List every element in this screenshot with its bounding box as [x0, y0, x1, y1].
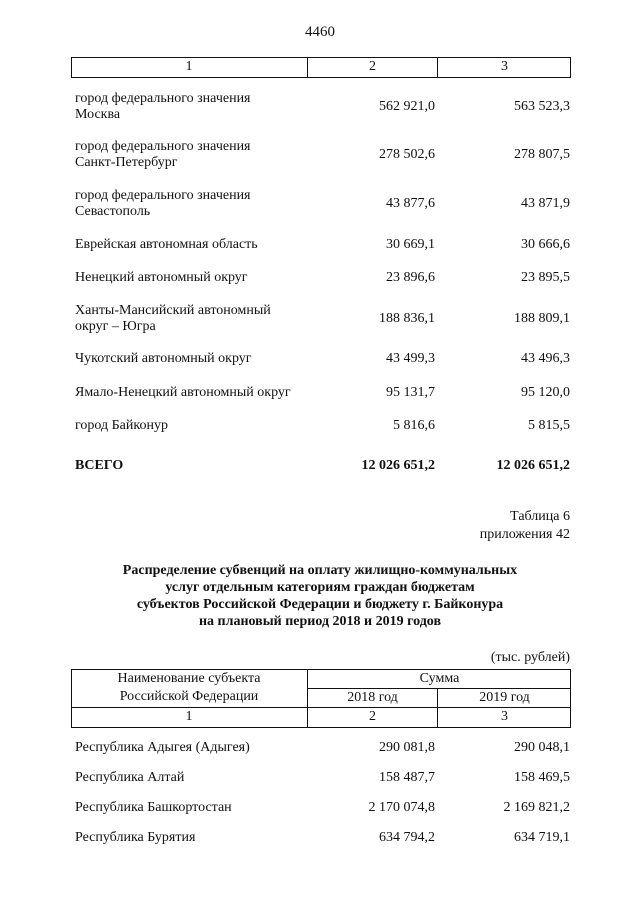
table-caption-appendix: приложения 42 [479, 527, 570, 542]
total-value-2019: 12 026 651,2 [496, 458, 570, 473]
table2-col-num-3: 3 [501, 709, 508, 724]
table2-col-num-2: 2 [369, 709, 376, 724]
table-row-name: Чукотский автономный округ [75, 351, 252, 366]
page-number: 4460 [305, 24, 335, 40]
table2-col-num-1: 1 [185, 709, 193, 724]
document-title [60, 562, 580, 630]
table-row-name: Ненецкий автономный округ [75, 270, 248, 285]
units-label: (тыс. рублей) [490, 650, 570, 665]
table-row-name: Ямало-Ненецкий автономный округ [75, 385, 291, 400]
table-row-value-2018: 23 896,6 [386, 270, 435, 285]
table-row-name: Республика Адыгея (Адыгея) [75, 740, 250, 755]
table-row-value-2019: 634 719,1 [514, 830, 570, 845]
table-row-value-2019: 5 815,5 [528, 418, 570, 433]
table1-col-num-2: 2 [369, 59, 376, 74]
table-row-value-2018: 188 836,1 [379, 311, 435, 326]
table2-year1-header: 2018 год [347, 690, 398, 705]
title-line-4: на плановый период 2018 и 2019 годов [198, 614, 442, 629]
table-row-value-2019: 23 895,5 [521, 270, 570, 285]
table-row-value-2018: 562 921,0 [379, 99, 435, 114]
table-row-value-2018: 290 081,8 [379, 740, 435, 755]
table2-year2-header: 2019 год [479, 690, 530, 705]
table-row-name: город федерального значения Севастополь [75, 188, 251, 219]
table2-sum-underline [307, 688, 571, 689]
table-row-value-2018: 95 131,7 [386, 385, 435, 400]
table-row-value-2018: 2 170 074,8 [368, 800, 435, 815]
table-row-name: Еврейская автономная область [75, 237, 258, 252]
table-row-value-2019: 30 666,6 [521, 237, 570, 252]
table-row-name: город федерального значения Санкт-Петербург [75, 139, 251, 170]
table-row-value-2018: 30 669,1 [386, 237, 435, 252]
table-row-value-2019: 290 048,1 [514, 740, 570, 755]
table1-col-num-3: 3 [501, 59, 508, 74]
table-row-name: город федерального значения Москва [75, 91, 251, 122]
title-line-1: Распределение субвенций на оплату жилищно-коммунальных [122, 563, 518, 578]
table-row-value-2019: 43 871,9 [521, 196, 570, 211]
table-row-value-2018: 5 816,6 [393, 418, 435, 433]
table-row-value-2018: 43 877,6 [386, 196, 435, 211]
table2-sum-header: Сумма [419, 671, 460, 686]
table-row-name: город Байконур [75, 418, 168, 433]
title-line-2: услуг отдельным категориям граждан бюджетам [165, 580, 475, 595]
table1-col-num-1: 1 [185, 59, 193, 74]
table-row-value-2018: 634 794,2 [379, 830, 435, 845]
total-label: ВСЕГО [75, 458, 124, 473]
table-row-value-2019: 278 807,5 [514, 147, 570, 162]
table-row-name: Республика Алтай [75, 770, 185, 785]
table2-name-col-header-1: Наименование субъекта [117, 671, 261, 686]
table-row-value-2019: 188 809,1 [514, 311, 570, 326]
table-row-value-2019: 563 523,3 [514, 99, 570, 114]
table-row-value-2018: 43 499,3 [386, 351, 435, 366]
table2-header-divider [71, 707, 571, 708]
table-row-name: Республика Бурятия [75, 830, 196, 845]
title-line-3: субъектов Российской Федерации и бюджету г. Байконура [136, 597, 504, 612]
table-row-value-2019: 95 120,0 [521, 385, 570, 400]
table-row-value-2018: 278 502,6 [379, 147, 435, 162]
total-value-2018: 12 026 651,2 [361, 458, 435, 473]
table2-name-col-header-2: Российской Федерации [119, 689, 259, 704]
table-row-name: Ханты-Мансийский автономный округ – Югра [75, 303, 271, 334]
table-row-name: Республика Башкортостан [75, 800, 232, 815]
table-row-value-2019: 2 169 821,2 [503, 800, 570, 815]
table-caption-number: Таблица 6 [510, 509, 570, 524]
table-row-value-2019: 158 469,5 [514, 770, 570, 785]
table-row-value-2018: 158 487,7 [379, 770, 435, 785]
table-row-value-2019: 43 496,3 [521, 351, 570, 366]
